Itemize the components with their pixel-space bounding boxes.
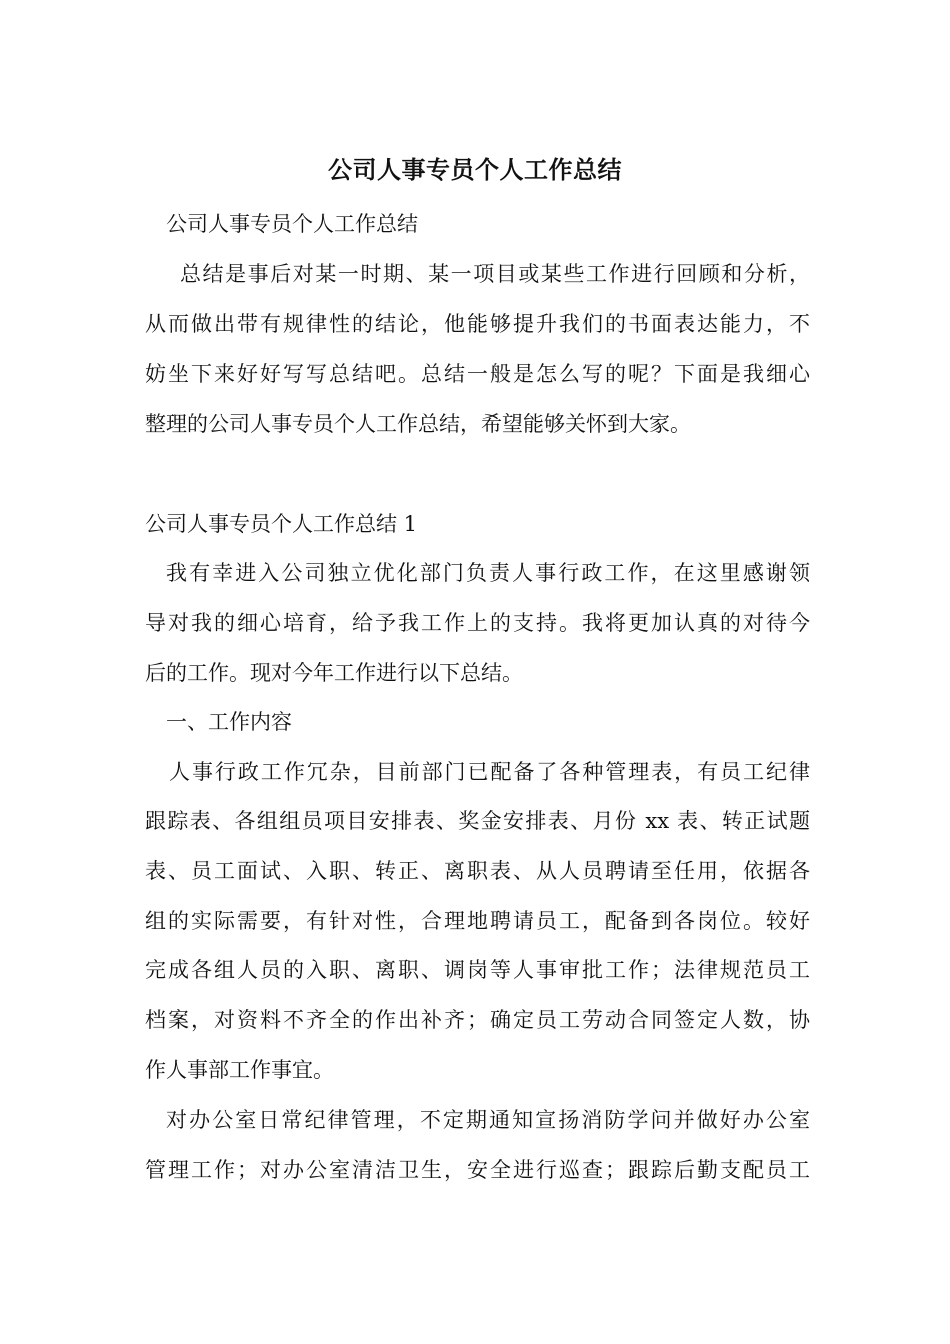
paragraph-line: 跟踪表、各组组员项目安排表、奖金安排表、月份 xx 表、转正试题: [145, 809, 810, 833]
intro-line: 整理的公司人事专员个人工作总结，希望能够关怀到大家。: [145, 412, 691, 436]
intro-line: 总结是事后对某一时期、某一项目或某些工作进行回顾和分析，: [180, 262, 810, 286]
paragraph-line: 后的工作。现对今年工作进行以下总结。: [145, 661, 523, 685]
paragraph-line: 管理工作；对办公室清洁卫生，安全进行巡查；跟踪后勤支配员工: [145, 1158, 810, 1182]
paragraph-line: 组的实际需要，有针对性，合理地聘请员工，配备到各岗位。较好: [145, 909, 810, 933]
intro-line: 从而做出带有规律性的结论，他能够提升我们的书面表达能力，不: [145, 312, 810, 336]
document-title: 公司人事专员个人工作总结: [328, 155, 622, 184]
paragraph-line: 完成各组人员的入职、离职、调岗等人事审批工作；法律规范员工: [145, 958, 810, 982]
paragraph-line: 人事行政工作冗杂，目前部门已配备了各种管理表，有员工纪律: [169, 760, 810, 784]
paragraph-line: 表、员工面试、入职、转正、离职表、从人员聘请至任用，依据各: [145, 859, 810, 883]
paragraph-line: 作人事部工作事宜。: [145, 1058, 334, 1082]
paragraph-line: 我有幸进入公司独立优化部门负责人事行政工作，在这里感谢领: [166, 561, 810, 585]
subheading-work-content: 一、工作内容: [166, 710, 292, 734]
document-subtitle: 公司人事专员个人工作总结: [166, 212, 418, 236]
paragraph-line: 导对我的细心培育，给予我工作上的支持。我将更加认真的对待今: [145, 611, 810, 635]
paragraph-line: 档案，对资料不齐全的作出补齐；确定员工劳动合同签定人数，协: [145, 1008, 810, 1032]
section-heading: 公司人事专员个人工作总结 1: [145, 512, 418, 536]
paragraph-line: 对办公室日常纪律管理，不定期通知宣扬消防学问并做好办公室: [166, 1108, 810, 1132]
intro-line: 妨坐下来好好写写总结吧。总结一般是怎么写的呢？下面是我细心: [145, 362, 810, 386]
